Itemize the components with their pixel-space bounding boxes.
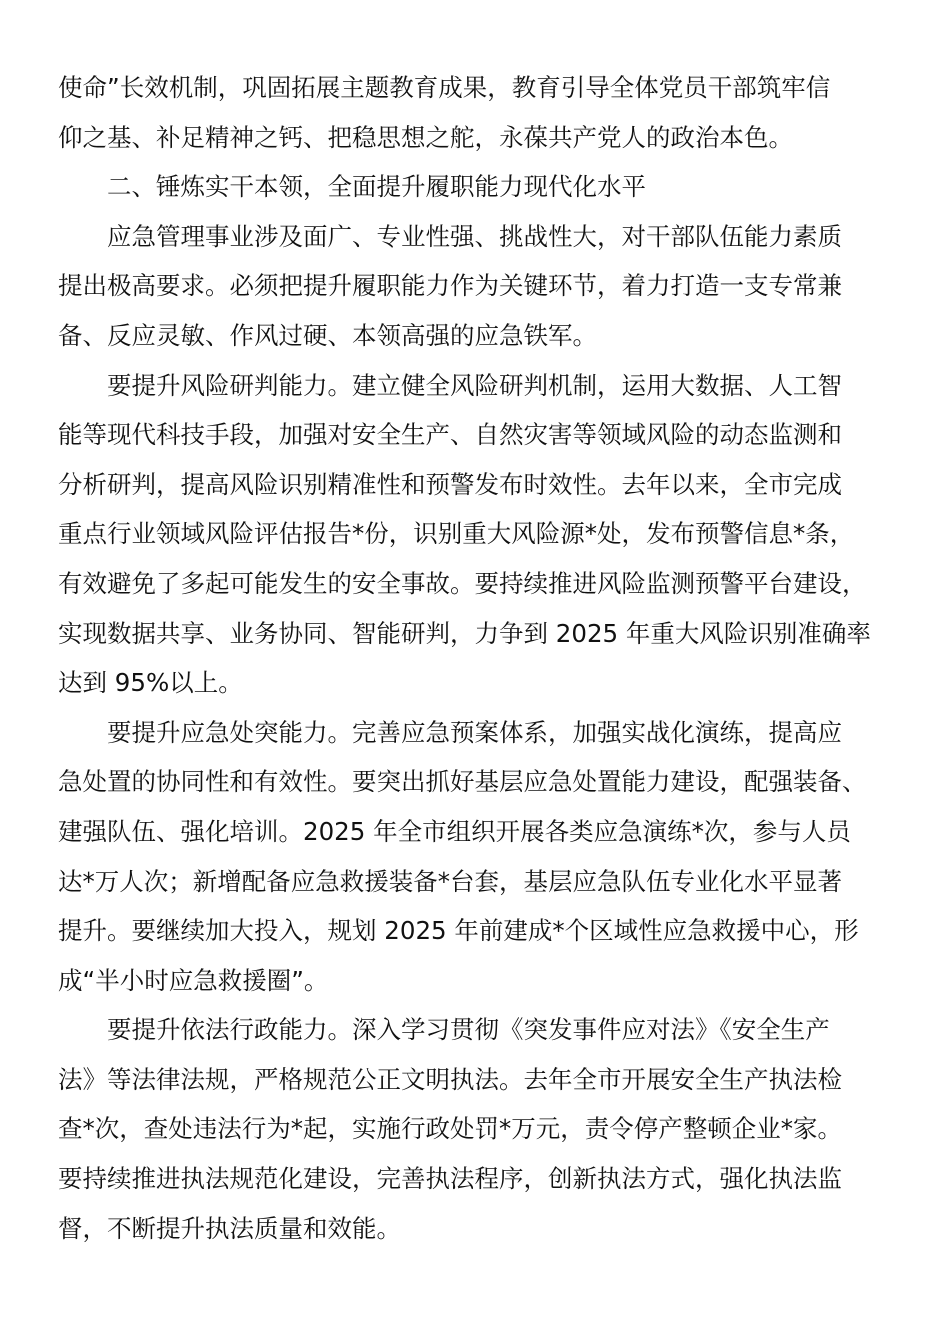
text-line: 分析研判，提高风险识别精准性和预警发布时效性。去年以来，全市完成 bbox=[58, 469, 842, 499]
text-line: 有效避免了多起可能发生的安全事故。要持续推进风险监测预警平台建设， bbox=[58, 568, 867, 598]
text-line: 应急管理事业涉及面广、专业性强、挑战性大，对干部队伍能力素质 bbox=[107, 221, 842, 251]
text-line: 实现数据共享、业务协同、智能研判，力争到 2025 年重大风险识别准确率 bbox=[58, 618, 871, 648]
text-line: 要持续推进执法规范化建设，完善执法程序，创新执法方式，强化执法监 bbox=[58, 1164, 842, 1194]
text-line: 提出极高要求。必须把提升履职能力作为关键环节，着力打造一支专常兼 bbox=[58, 271, 842, 301]
text-line: 要提升依法行政能力。深入学习贯彻《突发事件应对法》《安全生产 bbox=[107, 1015, 830, 1045]
text-line: 能等现代科技手段，加强对安全生产、自然灾害等领域风险的动态监测和 bbox=[58, 420, 842, 450]
text-line: 查*次，查处违法行为*起，实施行政处罚*万元，责令停产整顿企业*家。 bbox=[58, 1114, 842, 1144]
text-line: 达*万人次；新增配备应急救援装备*台套，基层应急队伍专业化水平显著 bbox=[58, 866, 842, 896]
text-line: 建强队伍、强化培训。2025 年全市组织开展各类应急演练*次，参与人员 bbox=[58, 816, 851, 846]
text-line: 提升。要继续加大投入，规划 2025 年前建成*个区域性应急救援中心，形 bbox=[58, 916, 859, 946]
text-line: 达到 95%以上。 bbox=[58, 668, 243, 698]
text-line: 备、反应灵敏、作风过硬、本领高强的应急铁军。 bbox=[58, 320, 597, 350]
text-line: 要提升应急处突能力。完善应急预案体系，加强实战化演练，提高应 bbox=[107, 717, 842, 747]
text-line: 重点行业领域风险评估报告*份，识别重大风险源*处，发布预警信息*条， bbox=[58, 519, 855, 549]
text-line: 仰之基、补足精神之钙、把稳思想之舵，永葆共产党人的政治本色。 bbox=[58, 122, 793, 152]
section-heading: 二、锤炼实干本领，全面提升履职能力现代化水平 bbox=[107, 172, 646, 202]
text-line: 急处置的协同性和有效性。要突出抓好基层应急处置能力建设，配强装备、 bbox=[58, 767, 867, 797]
text-line: 成“半小时应急救援圈”。 bbox=[58, 965, 329, 995]
text-line: 督，不断提升执法质量和效能。 bbox=[58, 1213, 401, 1243]
text-line: 要提升风险研判能力。建立健全风险研判机制，运用大数据、人工智 bbox=[107, 370, 842, 400]
text-line: 法》等法律法规，严格规范公正文明执法。去年全市开展安全生产执法检 bbox=[58, 1064, 842, 1094]
text-line: 使命”长效机制，巩固拓展主题教育成果，教育引导全体党员干部筑牢信 bbox=[58, 73, 831, 102]
